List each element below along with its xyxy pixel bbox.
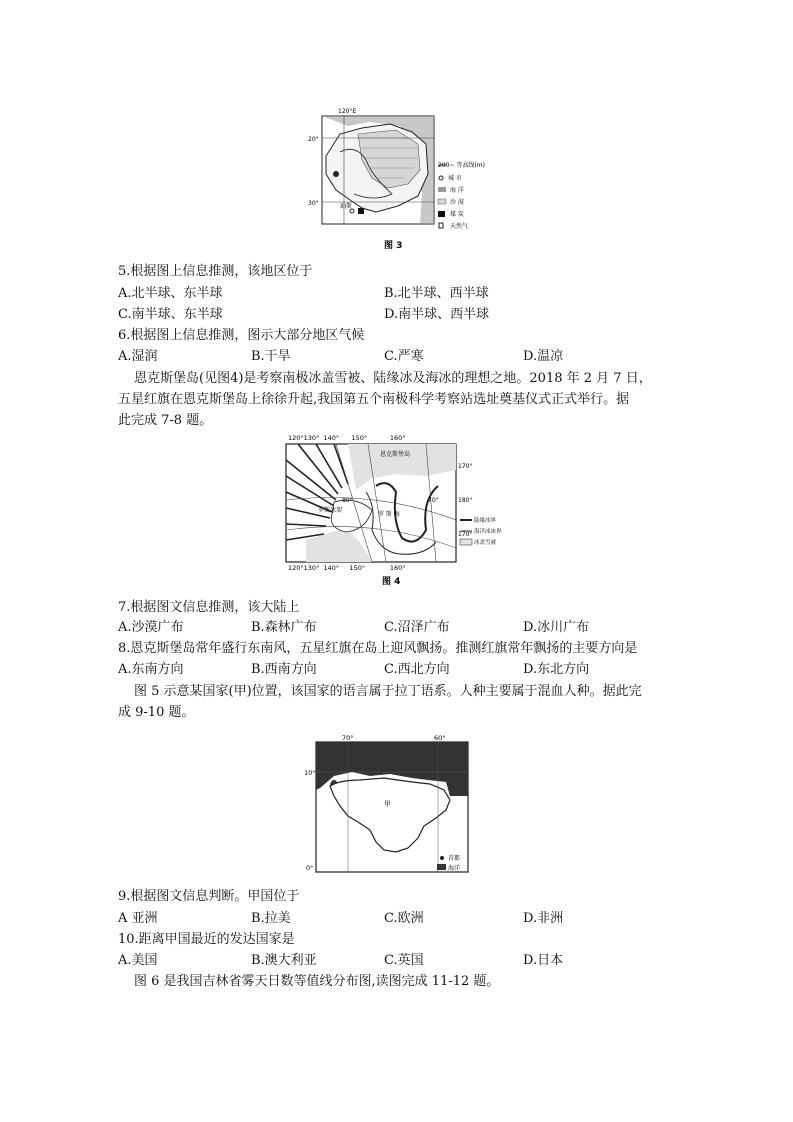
q7-stem: 7.根据图文信息推测，该大陆上 bbox=[118, 600, 300, 615]
fig5-lat0-label: 0° bbox=[306, 864, 314, 872]
intro-11-12: 图 6 是我国吉林省雾天日数等值线分布图,读图完成 11-12 题。 bbox=[134, 974, 500, 989]
q9-option-b[interactable]: B.拉美 bbox=[251, 911, 291, 926]
q10-stem: 10.距离甲国最近的发达国家是 bbox=[118, 932, 295, 947]
q9-option-d[interactable]: D.非洲 bbox=[523, 911, 564, 926]
q8-stem: 8.恩克斯堡岛常年盛行东南风，五星红旗在岛上迎风飘扬。推测红旗常年飘扬的主要方向是 bbox=[118, 641, 638, 656]
fig4-legend-ice-sheet: 冰盖雪被 bbox=[474, 540, 497, 546]
fig3-legend-desert: 沙 漠 bbox=[450, 199, 464, 206]
q8-option-a[interactable]: A.东南方向 bbox=[118, 662, 184, 677]
fig4-lat180-label: 180° bbox=[458, 497, 473, 504]
q5-option-c[interactable]: C.南半球、东半球 bbox=[118, 307, 223, 322]
q5-stem: 5.根据图上信息推测，该地区位于 bbox=[118, 264, 313, 279]
q8-option-b[interactable]: B.西南方向 bbox=[251, 662, 317, 677]
fig3-legend-contour: 200~ 等高线(m) bbox=[438, 162, 485, 169]
figure-3-map bbox=[300, 104, 490, 256]
fig4-legend-sea-ice: 海洋冰冰界 bbox=[474, 529, 502, 535]
fig3-city-label: 珀斯 bbox=[340, 203, 353, 210]
fig3-caption: 图 3 bbox=[384, 241, 403, 251]
q8-option-d[interactable]: D.东北方向 bbox=[523, 662, 590, 677]
fig3-legend-city: 城 市 bbox=[448, 175, 462, 182]
intro-7-8-line-3: 此完成 7-8 题。 bbox=[118, 413, 213, 428]
fig4-legend-shelf: 陆缘冰界 bbox=[474, 518, 497, 524]
fig4-island-label: 恩克斯堡岛 bbox=[380, 451, 411, 458]
q5-option-a[interactable]: A.北半球、东半球 bbox=[118, 286, 223, 301]
q6-stem: 6.根据图上信息推测，图示大部分地区气候 bbox=[118, 328, 365, 343]
q10-option-b[interactable]: B.澳大利亚 bbox=[251, 953, 317, 968]
fig3-legend-coal: 煤 炭 bbox=[450, 211, 464, 218]
q7-option-d[interactable]: D.冰川广布 bbox=[523, 620, 590, 635]
fig4-lat70-label: 70° bbox=[428, 497, 439, 504]
q5-option-d[interactable]: D.南半球、西半球 bbox=[384, 307, 490, 322]
figure-4-map bbox=[276, 430, 526, 590]
fig4-ross-sea-label: 罗 斯 海 bbox=[378, 511, 400, 518]
q6-option-c[interactable]: C.严寒 bbox=[384, 349, 424, 364]
fig5-country-label: 甲 bbox=[384, 800, 391, 808]
intro-9-10-line-1: 图 5 示意某国家(甲)位置，该国家的语言属于拉丁语系。人种主要属于混血人种。据此完 bbox=[134, 684, 642, 699]
q6-option-b[interactable]: B.干旱 bbox=[251, 349, 291, 364]
q6-option-d[interactable]: D.温凉 bbox=[523, 349, 564, 364]
q10-option-c[interactable]: C.英国 bbox=[384, 953, 424, 968]
q10-option-d[interactable]: D.日本 bbox=[523, 953, 564, 968]
q10-option-a[interactable]: A.美国 bbox=[118, 953, 158, 968]
fig3-lat20-label: 20° bbox=[308, 136, 319, 143]
intro-7-8-line-1: 恩克斯堡岛(见图4)是考察南极冰盖雪被、陆缘冰及海冰的理想之地。2018 年 2 月 7 日， bbox=[134, 371, 652, 386]
q6-option-a[interactable]: A.湿润 bbox=[118, 349, 158, 364]
q9-option-c[interactable]: C.欧洲 bbox=[384, 911, 424, 926]
q7-option-c[interactable]: C.沼泽广布 bbox=[384, 620, 450, 635]
fig3-legend-ocean: 海 洋 bbox=[450, 187, 464, 194]
q9-stem: 9.根据图文信息判断。甲国位于 bbox=[118, 889, 300, 904]
intro-7-8-line-2: 五星红旗在恩克斯堡岛上徐徐升起,我国第五个南极科学考察站选址奠基仪式正式举行。据 bbox=[118, 392, 630, 407]
fig5-legend-ocean: 海洋 bbox=[448, 865, 461, 872]
fig4-top-lon-labels: 120°130° 140° 150° 160° bbox=[288, 434, 406, 442]
fig3-legend-gas: 天然气 bbox=[450, 223, 469, 230]
q5-option-b[interactable]: B.北半球、西半球 bbox=[384, 286, 489, 301]
fig3-lat30-label: 30° bbox=[308, 200, 319, 207]
intro-9-10-line-2: 成 9-10 题。 bbox=[118, 705, 195, 720]
fig5-legend-capital: 首都 bbox=[448, 855, 461, 862]
fig4-lat170a-label: 170° bbox=[458, 463, 473, 470]
q9-option-a[interactable]: A 亚洲 bbox=[118, 911, 158, 926]
fig4-bottom-lon-labels: 120°130° 140° 150° 160° bbox=[288, 564, 406, 572]
q7-option-a[interactable]: A.沙漠广布 bbox=[118, 620, 184, 635]
q7-option-b[interactable]: B.森林广布 bbox=[251, 620, 317, 635]
fig3-lon-label: 120°E bbox=[338, 108, 357, 115]
fig4-ross-shelf-label: 罗斯冰架 bbox=[318, 507, 343, 514]
fig4-caption: 图 4 bbox=[382, 577, 401, 587]
q8-option-c[interactable]: C.西北方向 bbox=[384, 662, 450, 677]
fig4-lat170b-label: 170° bbox=[458, 531, 473, 538]
fig5-lon70-label: 70° bbox=[342, 734, 354, 742]
fig4-lat80-label: 80° bbox=[342, 497, 353, 504]
fig5-lon60-label: 60° bbox=[434, 734, 446, 742]
fig5-lat10-label: 10° bbox=[304, 769, 316, 777]
figure-5-map bbox=[300, 730, 476, 880]
